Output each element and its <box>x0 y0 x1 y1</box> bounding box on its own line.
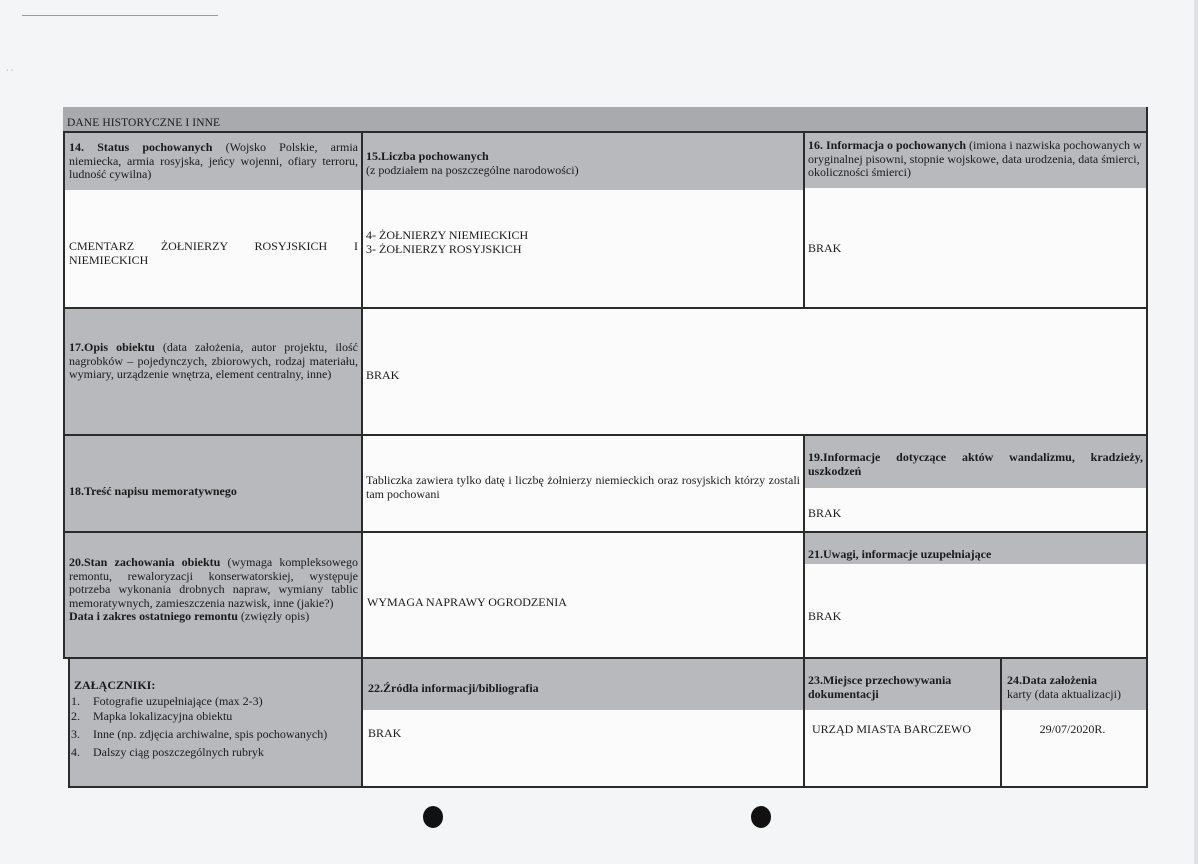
field-14-value-cell <box>65 190 361 307</box>
field-16-label-cell <box>805 133 1146 188</box>
field-19-value: BRAK <box>808 506 842 520</box>
scan-top-rule <box>22 15 218 16</box>
rule-v-col2-b <box>803 434 805 788</box>
field-15-label-cell <box>363 133 803 190</box>
attachment-item: 2. Mapka lokalizacyjna obiektu <box>71 708 233 723</box>
attachments-title: ZAŁĄCZNIKI: <box>74 678 156 692</box>
field-18-value-cell <box>363 436 803 531</box>
field-17-value-cell <box>363 309 1146 434</box>
rule-h-row4 <box>63 657 1148 659</box>
field-20-label-cell <box>65 533 361 657</box>
attachment-item: 1. Fotografie uzupełniające (max 2-3) <box>71 693 263 708</box>
field-17-desc: (data założenia, autor projektu, ilość nagrobków – pojedynczych, zbiorowych, rodzaj materiału, wymiary, urządzenie wnętrza, element centralny, inne) <box>69 340 358 381</box>
field-24-desc: karty (data aktualizacji) <box>1007 686 1121 701</box>
attachments-cell <box>70 659 361 786</box>
field-21-label: 21.Uwagi, informacje uzupełniające <box>808 547 992 561</box>
field-21-label-cell <box>805 533 1146 564</box>
field-24-value: 29/07/2020R. <box>1039 722 1106 736</box>
scan-right-edge <box>1194 0 1198 864</box>
attachment-item: 3. Inne (np. zdjęcia archiwalne, spis pochowanych) <box>71 726 328 741</box>
rule-h-bottom <box>68 786 1148 788</box>
field-23-label-cell <box>805 659 1000 710</box>
field-23-label: 23.Miejsce przechowywania dokumentacji <box>808 673 952 701</box>
field-21-value: BRAK <box>808 609 842 623</box>
rule-v-left-bottom <box>68 657 70 788</box>
field-23-value-cell <box>805 710 1000 786</box>
rule-v-col2-a <box>803 131 805 309</box>
field-15-desc: (z podziałem na poszczególne narodowości) <box>366 162 579 177</box>
field-20-desc2: (zwięzły opis) <box>237 609 310 623</box>
section-header <box>63 107 1148 131</box>
field-15-label: 15.Liczba pochowanych <box>366 149 489 163</box>
field-14-desc: (Wojsko Polskie, armia niemiecka, armia rosyjska, jeńcy wojenni, ofiary terroru, ludność cywilna) <box>69 140 358 181</box>
field-22-value: BRAK <box>368 726 402 740</box>
field-20-label: 20.Stan zachowania obiektu <box>69 555 221 569</box>
field-14-value-line1: CMENTARZ ŻOŁNIERZY ROSYJSKICH I <box>69 239 358 253</box>
field-19-label: 19.Informacje dotyczące aktów wandalizmu, kradzieży, uszkodzeń <box>808 450 1143 478</box>
field-24-label-cell <box>1002 659 1146 710</box>
binder-hole-left <box>423 806 443 828</box>
field-22-label-cell <box>363 659 803 710</box>
field-15-value-cell <box>363 190 803 307</box>
field-14-value-line2: NIEMIECKICH <box>69 252 149 267</box>
field-15-value-line1: 4- ŻOŁNIERZY NIEMIECKICH <box>366 228 529 242</box>
scan-specks: · · <box>6 66 14 75</box>
field-14-label-cell <box>65 133 361 190</box>
field-23-value: URZĄD MIASTA BARCZEWO <box>812 722 972 736</box>
field-20-desc: (wymaga kompleksowego remontu, rewaloryzacji konserwatorskiej, występuje potrzeba wykonania drobnych napraw, wymiany tablic memoratywnych, zamieszczenia nazwisk, inne (jakie?) <box>69 555 358 610</box>
field-17-label-cell <box>65 309 361 434</box>
rule-v-right <box>1146 107 1148 788</box>
field-20-value: WYMAGA NAPRAWY OGRODZENIA <box>367 595 567 609</box>
rule-v-col3 <box>1000 657 1002 788</box>
field-24-value-cell <box>1002 710 1146 786</box>
field-19-label-cell <box>805 436 1146 488</box>
field-19-value-cell <box>805 488 1146 531</box>
field-14-label: 14. Status pochowanych <box>69 140 213 154</box>
field-18-label-cell <box>65 436 361 531</box>
field-15-value-line2: 3- ŻOŁNIERZY ROSYJSKICH <box>366 241 522 256</box>
field-18-value: Tabliczka zawiera tylko datę i liczbę żołnierzy niemieckich oraz rosyjskich którzy zostali tam pochowani <box>366 473 800 501</box>
field-20-value-cell <box>363 533 803 657</box>
field-22-value-cell <box>363 710 803 786</box>
field-17-value: BRAK <box>366 368 400 382</box>
field-22-label: 22.Źródła informacji/bibliografia <box>368 681 539 695</box>
field-21-value-cell <box>805 564 1146 657</box>
field-24-label: 24.Data założenia <box>1007 673 1097 687</box>
attachment-item: 4. Dalszy ciąg poszczególnych rubryk <box>71 744 264 759</box>
field-20-label2: Data i zakres ostatniego remontu <box>69 609 238 623</box>
attachments-list <box>71 694 358 759</box>
rule-v-left <box>63 131 65 659</box>
rule-h-row3 <box>63 531 1148 533</box>
rule-h-row2 <box>63 434 1148 436</box>
field-16-desc: (imiona i nazwiska pochowanych w oryginalnej pisowni, stopnie wojskowe, data urodzenia, data śmierci, okoliczności śmierci) <box>808 138 1142 179</box>
field-16-value: BRAK <box>808 241 842 255</box>
rule-h-row1 <box>63 307 1148 309</box>
section-title: DANE HISTORYCZNE I INNE <box>67 117 221 129</box>
binder-hole-right <box>751 806 771 828</box>
field-16-value-cell <box>805 188 1146 307</box>
field-17-label: 17.Opis obiektu <box>69 340 155 354</box>
field-16-label: 16. Informacja o pochowanych <box>808 138 966 152</box>
rule-v-col1 <box>361 131 363 788</box>
rule-h-top <box>63 131 1148 133</box>
field-18-label: 18.Treść napisu memoratywnego <box>69 484 237 498</box>
